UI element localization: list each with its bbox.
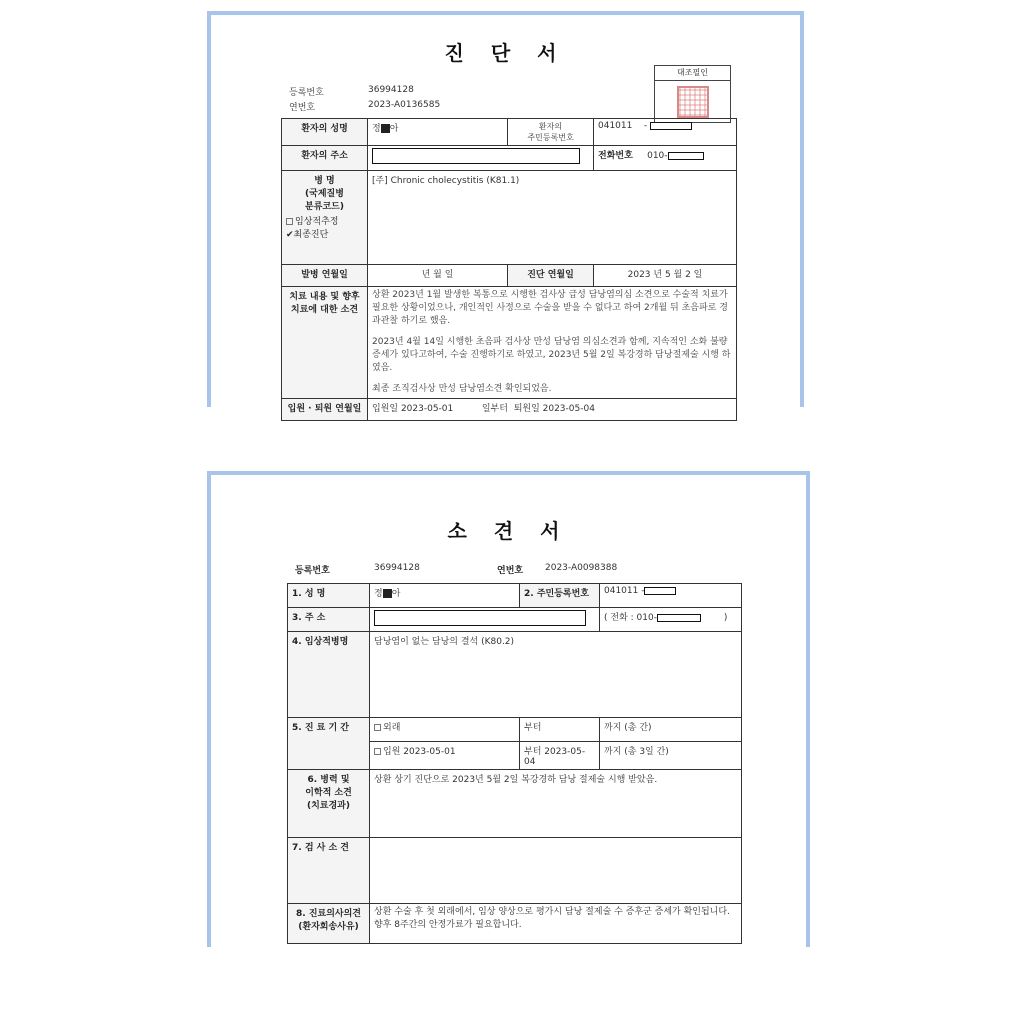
reg-no-label: 등록번호 — [295, 566, 330, 576]
history-value: 상환 상기 진단으로 2023년 5월 2일 복강경하 담낭 절제술 시행 받았음. — [370, 770, 742, 838]
exam-value — [370, 838, 742, 904]
patient-rrn: 041011 - — [594, 119, 737, 146]
outpatient-until: 까지 (총 간) — [600, 718, 742, 742]
clinical-dx-label: 4. 임상적병명 — [288, 632, 370, 718]
rrn-label: 2. 주민등록번호 — [520, 584, 600, 608]
medical-opinion — [207, 471, 810, 947]
checkbox-icon[interactable] — [374, 748, 381, 755]
opinion-label: 8. 진료의사의견 (환자회송사유) — [288, 904, 370, 944]
phone-prefix: 010- — [647, 151, 668, 161]
address-label: 환자의 주소 — [282, 146, 368, 171]
serial-number: 2023-A0098388 — [545, 563, 618, 573]
diagnosis-form-table — [281, 118, 737, 421]
document-title: 진 단 서 — [444, 41, 567, 65]
disease-label-cell: 병 명 (국제질병 분류코드) 임상적추정 ✔최종진단 — [282, 171, 368, 265]
redacted-rrn — [650, 122, 692, 130]
patient-rrn: 041011 - — [600, 584, 742, 608]
onset-date: 년 월 일 — [368, 265, 508, 287]
checkbox-icon[interactable] — [286, 218, 293, 225]
reg-no: 36994128 — [368, 85, 414, 95]
redacted-phone — [657, 614, 701, 622]
red-seal-stamp — [677, 86, 709, 118]
clinical-estimate-check[interactable]: 임상적추정 — [286, 214, 363, 227]
phone-label: 전화번호 — [598, 151, 633, 161]
stamp-label: 대조필인 — [655, 66, 730, 81]
redacted-rrn — [644, 587, 676, 595]
redacted-phone — [668, 152, 704, 160]
final-diagnosis-check[interactable]: ✔최종진단 — [286, 230, 329, 240]
redacted-name-block — [383, 589, 392, 598]
diagnosis-date: 2023 년 5 월 2 일 — [594, 265, 737, 287]
admission-dates: 입원일 2023-05-01 일부터 퇴원일 2023-05-04 — [368, 399, 737, 421]
outpatient-from: 부터 — [520, 718, 600, 742]
redacted-address — [374, 610, 586, 626]
phone-cell — [594, 146, 737, 171]
outpatient-cell: 외래 — [370, 718, 520, 742]
patient-name: 정 아 — [370, 584, 520, 608]
redacted-address — [372, 148, 580, 164]
redacted-name-block — [381, 124, 390, 133]
period-label: 5. 진 료 기 간 — [288, 718, 370, 770]
treatment-paragraph-3: 최종 조직검사상 만성 담낭염소견 확인되었음. — [372, 384, 552, 394]
inpatient-from: 부터 2023-05-04 — [520, 742, 600, 770]
treatment-paragraph-2: 2023년 4월 14일 시행한 초음파 검사상 만성 담낭염 의심소견과 함께, 지속적인 소화 불량증세가 있다고하여, 수술 진행하기로 하였고, 2023년 5월 2일 복강경하 담낭절제술 시행 하였음. — [372, 337, 731, 373]
opinion-form-table — [287, 583, 742, 944]
onset-date-label: 발병 연월일 — [282, 265, 368, 287]
treatment-opinion — [368, 287, 737, 399]
patient-address — [368, 146, 594, 171]
diagnosis-date-label: 진단 연월일 — [508, 265, 594, 287]
exam-label: 7. 검 사 소 견 — [288, 838, 370, 904]
name-label: 1. 성 명 — [288, 584, 370, 608]
checkmark-icon[interactable]: ✔ — [286, 230, 294, 240]
history-label: 6. 병력 및 이학적 소견 (치료경과) — [288, 770, 370, 838]
name-label: 환자의 성명 — [282, 119, 368, 146]
patient-name: 정 아 — [368, 119, 508, 146]
treatment-label: 치료 내용 및 향후 치료에 대한 소견 — [282, 287, 368, 399]
reg-no-label: 등록번호 — [289, 88, 324, 98]
rrn-label: 환자의 주민등록번호 — [508, 119, 594, 146]
patient-address — [370, 608, 600, 632]
address-label: 3. 주 소 — [288, 608, 370, 632]
inpatient-until: 까지 (총 3일 간) — [600, 742, 742, 770]
verification-stamp-box — [654, 65, 731, 123]
document-title: 소 견 서 — [447, 519, 570, 543]
clinical-dx: 담낭염이 없는 담낭의 결석 (K80.2) — [370, 632, 742, 718]
doctor-opinion: 상환 수술 후 첫 외래에서, 임상 양상으로 평가시 담낭 절제술 수 증후군 증세가 확인됩니다. 향후 8주간의 안정가료가 필요합니다. — [370, 904, 742, 944]
serial-number: 2023-A0136585 — [368, 100, 441, 110]
checkbox-icon[interactable] — [374, 724, 381, 731]
inpatient-cell: 입원 2023-05-01 — [370, 742, 520, 770]
reg-no: 36994128 — [374, 563, 420, 573]
diagnosis-certificate — [207, 11, 804, 414]
phone-cell: ( 전화 : 010- ) — [600, 608, 742, 632]
serial-label: 연번호 — [289, 103, 316, 113]
serial-label: 연번호 — [497, 566, 524, 576]
diagnosis-value: [주] Chronic cholecystitis (K81.1) — [368, 171, 737, 265]
admission-label: 입원 · 퇴원 연월일 — [282, 399, 368, 421]
treatment-paragraph-1: 상환 2023년 1월 발생한 복통으로 시행한 검사상 급성 담낭염의심 소견으로 수술적 치료가 필요한 상황이었으나, 개인적인 사정으로 수술을 받을 수 없다고 하여 2개월 뒤 초음파로 경과관찰 하기로 했음. — [372, 290, 728, 326]
